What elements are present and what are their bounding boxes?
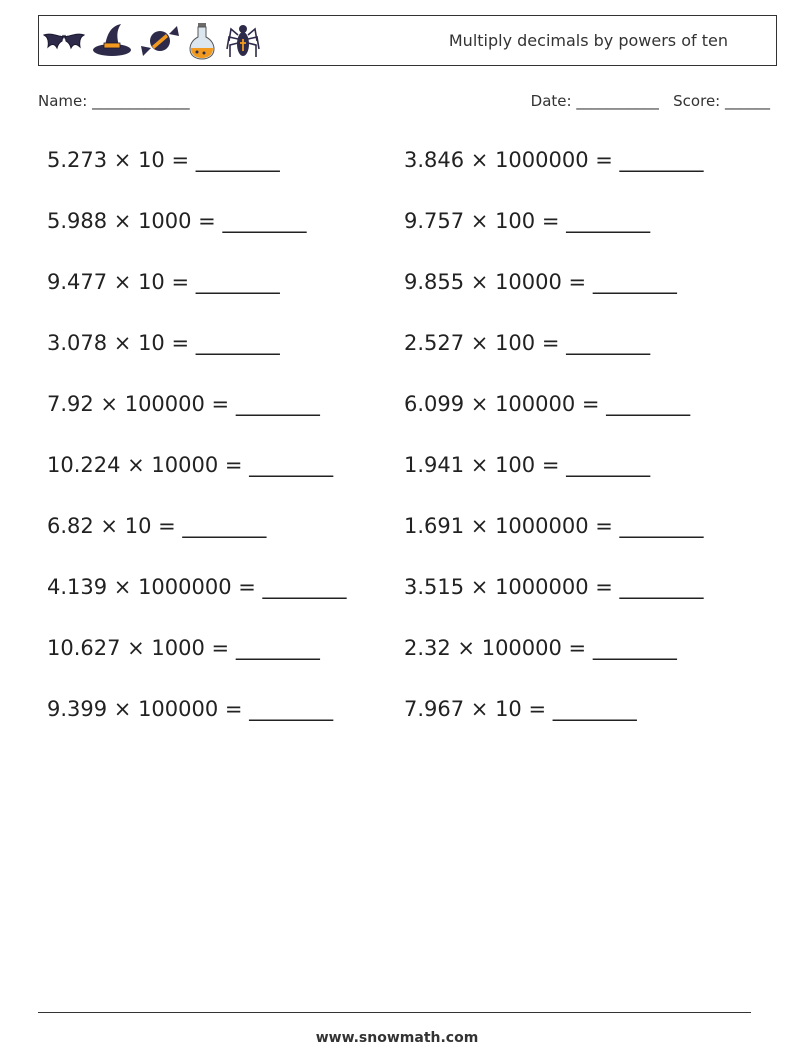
bat-icon bbox=[43, 27, 85, 55]
problem-row bbox=[47, 447, 767, 508]
problem-item: 10.224 × 10000 = ________ bbox=[47, 453, 334, 477]
problem-item: 3.078 × 10 = ________ bbox=[47, 331, 280, 355]
problem-item: 7.967 × 10 = ________ bbox=[404, 697, 637, 721]
name-field: Name: _____________ bbox=[38, 92, 190, 110]
problem-row bbox=[47, 264, 767, 325]
date-score-fields bbox=[531, 92, 770, 110]
problem-item: 2.527 × 100 = ________ bbox=[404, 331, 651, 355]
problem-item: 4.139 × 1000000 = ________ bbox=[47, 575, 347, 599]
problem-item: 3.515 × 1000000 = ________ bbox=[404, 575, 704, 599]
footer-divider bbox=[38, 1012, 751, 1013]
problem-row bbox=[47, 203, 767, 264]
problem-item: 1.941 × 100 = ________ bbox=[404, 453, 651, 477]
problem-item: 9.855 × 10000 = ________ bbox=[404, 270, 677, 294]
problem-item: 6.099 × 100000 = ________ bbox=[404, 392, 691, 416]
witch-hat-icon bbox=[91, 22, 133, 60]
icon-strip bbox=[43, 21, 263, 61]
problem-row bbox=[47, 508, 767, 569]
problem-item: 7.92 × 100000 = ________ bbox=[47, 392, 320, 416]
problem-item: 6.82 × 10 = ________ bbox=[47, 514, 267, 538]
date-field: Date: ___________ bbox=[530, 92, 659, 110]
problem-item: 9.399 × 100000 = ________ bbox=[47, 697, 334, 721]
problem-list bbox=[47, 142, 767, 752]
problem-item: 5.273 × 10 = ________ bbox=[47, 148, 280, 172]
problem-row bbox=[47, 325, 767, 386]
problem-row bbox=[47, 386, 767, 447]
spider-icon bbox=[223, 21, 263, 61]
footer-site: www.snowmath.com bbox=[315, 1030, 479, 1046]
problem-row bbox=[47, 142, 767, 203]
problem-item: 10.627 × 1000 = ________ bbox=[47, 636, 320, 660]
problem-item: 9.757 × 100 = ________ bbox=[404, 209, 651, 233]
problem-row bbox=[47, 569, 767, 630]
problem-item: 5.988 × 1000 = ________ bbox=[47, 209, 307, 233]
potion-icon bbox=[187, 21, 217, 61]
problem-item: 9.477 × 10 = ________ bbox=[47, 270, 280, 294]
problem-item: 1.691 × 1000000 = ________ bbox=[404, 514, 704, 538]
problem-item: 3.846 × 1000000 = ________ bbox=[404, 148, 704, 172]
worksheet-title: Multiply decimals by powers of ten bbox=[448, 31, 728, 50]
problem-row bbox=[47, 630, 767, 691]
problem-item: 2.32 × 100000 = ________ bbox=[404, 636, 677, 660]
problem-row bbox=[47, 691, 767, 752]
header-box bbox=[38, 15, 777, 66]
score-field: Score: ______ bbox=[673, 92, 770, 110]
candy-icon bbox=[139, 22, 181, 60]
